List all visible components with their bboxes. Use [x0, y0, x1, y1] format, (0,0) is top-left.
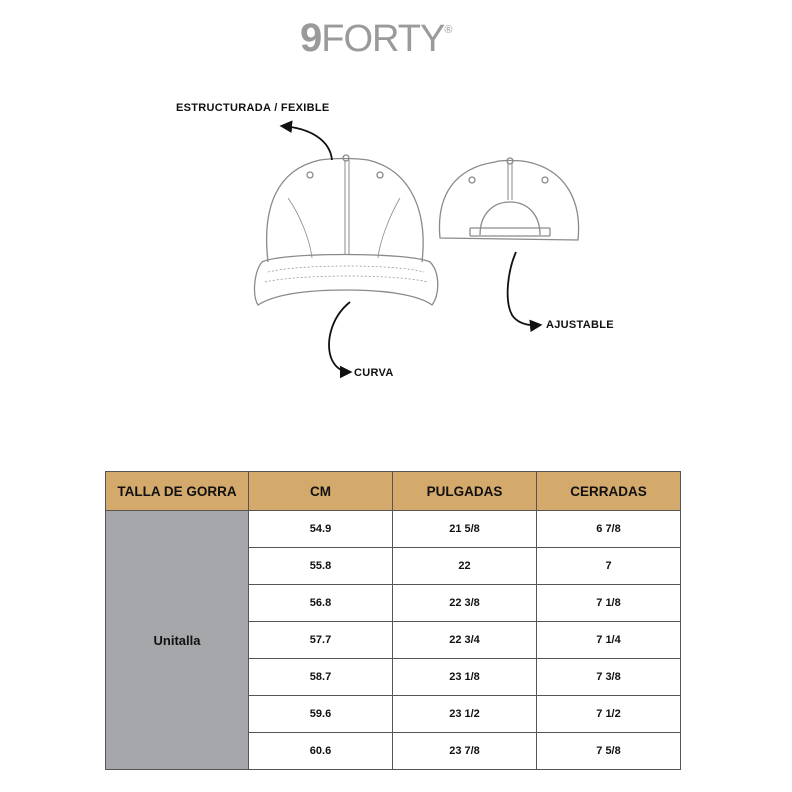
- closed-cell: 7 1/4: [537, 622, 681, 659]
- inches-cell: 22 3/4: [393, 622, 537, 659]
- cm-cell: 55.8: [249, 548, 393, 585]
- inches-cell: 22: [393, 548, 537, 585]
- table-row: [106, 511, 681, 548]
- brand-number: 9: [300, 16, 322, 60]
- inches-cell: 23 7/8: [393, 733, 537, 770]
- label-structure: ESTRUCTURADA / FEXIBLE: [176, 102, 330, 114]
- cm-cell: 56.8: [249, 585, 393, 622]
- header-cm: CM: [249, 472, 393, 511]
- closed-cell: 6 7/8: [537, 511, 681, 548]
- cm-cell: 60.6: [249, 733, 393, 770]
- closed-cell: 7 1/2: [537, 696, 681, 733]
- arrow-icon: [508, 252, 540, 325]
- brand-word: FORTY: [321, 18, 445, 60]
- arrow-icon: [282, 126, 332, 160]
- size-cell: Unitalla: [106, 511, 249, 770]
- header-inches: PULGADAS: [393, 472, 537, 511]
- inches-cell: 23 1/8: [393, 659, 537, 696]
- cap-front-icon: [255, 155, 438, 305]
- cm-cell: 57.7: [249, 622, 393, 659]
- header-size: TALLA DE GORRA: [106, 472, 249, 511]
- cm-cell: 59.6: [249, 696, 393, 733]
- cm-cell: 54.9: [249, 511, 393, 548]
- closed-cell: 7 3/8: [537, 659, 681, 696]
- size-table: [105, 471, 681, 770]
- closed-cell: 7 5/8: [537, 733, 681, 770]
- inches-cell: 21 5/8: [393, 511, 537, 548]
- header-closed: CERRADAS: [537, 472, 681, 511]
- label-curve: CURVA: [354, 367, 394, 379]
- arrow-icon: [329, 302, 350, 372]
- closed-cell: 7 1/8: [537, 585, 681, 622]
- table-header-row: [106, 472, 681, 511]
- inches-cell: 22 3/8: [393, 585, 537, 622]
- label-adjustable: AJUSTABLE: [546, 319, 614, 331]
- registered-mark: ®: [444, 24, 452, 36]
- cap-back-icon: [439, 158, 578, 240]
- inches-cell: 23 1/2: [393, 696, 537, 733]
- closed-cell: 7: [537, 548, 681, 585]
- cm-cell: 58.7: [249, 659, 393, 696]
